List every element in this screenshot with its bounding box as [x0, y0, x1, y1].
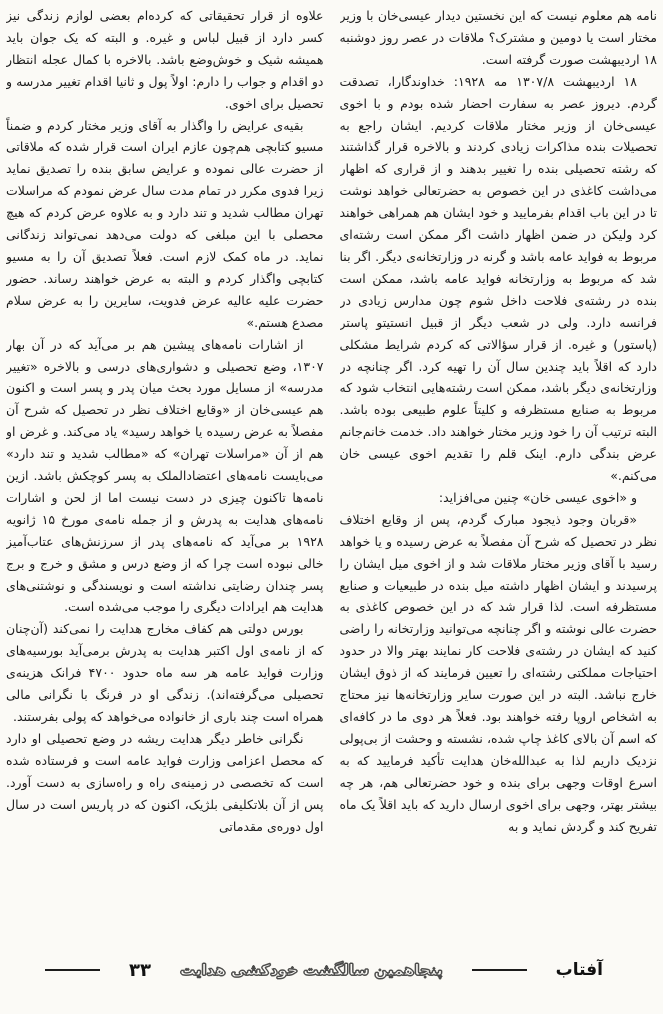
column-right [340, 5, 658, 947]
text-columns [6, 5, 657, 947]
magazine-name: آفتاب [555, 960, 603, 980]
column-left [6, 5, 324, 947]
paragraph: نگرانی خاطر دیگر هدایت ریشه در وضع تحصیلی او دارد که محصل اعزامی وزارت فواید عامه است و فرستاده شده است که تخصصی در زمینه‌ی راه و راه‌سازی به دست آورد. پس از آن بلاتکلیفی بلژیک، اکنون که در پاریس است در سال اول دوره‌ی مقدماتی [6, 730, 324, 834]
paragraph: بقیه‌ی عرایض را واگذار به آقای وزیر مختار کردم و ضمناً مسیو کتابچی هم‌چون عازم ایران است قرار شده که ملاقاتی از حضرت عالی نموده و عرایض سابق بنده را تصدیق نماید زیرا فدوی مکرر در تمام مدت سال عرض نمودم که مراسلات تهران مطالب شدید و تند دارد و به علاوه عرض کردم که هیچ محصلی با این مبلغی که دولت می‌دهد نمی‌تواند زندگانی نماید. در ماه کمک لازم است. فعلاً تصدیق آن را به مسیو کتابچی واگذار کردم و البته به عرض خواهند رساند. حضور حضرت علیه عالیه عرض فدویت، سایرین را به عرض سلام مصدع هستم.» [6, 117, 324, 330]
paragraph: علاوه از قرار تحقیقاتی که کرده‌ام بعضی لوازم زندگی نیز کسر دارد از قبیل لباس و غیره. و البته که یک جوان باید همیشه شیک و خوش‌وضع باشد. بالاخره با کمال عجله انتظار دو اقدام و جواب را دارم: اولاً پول و ثانیا اقدام تغییر مدرسه و تحصیل برای اخوی. [6, 8, 324, 111]
page-number: ۳۳ [129, 959, 151, 981]
paragraph: از اشارات نامه‌های پیشین هم بر می‌آید که در آن بهار ۱۳۰۷، وضع تحصیلی و دشواری‌های درسی و بالاخره «تغییر مدرسه» از مسایل مورد بحث میان پدر و پسر است و اکنون هم عیسی‌خان از «وقایع اختلاف نظر در تحصیل که شرح آن مفصلاً به عرض رسیده یا خواهد رسید» یاد می‌کند. و غرض او هم از آن «مراسلات تهران» که «مطالب شدید و تند دارد» می‌بایست نامه‌های اعتضادالملک به پسر کوچکش باشد. ازین نامه‌ها تاکنون چیزی در دست نیست اما از لحن و اشارات نامه‌های هدایت به پدرش و از جمله نامه‌ی مورخ ۱۵ ژانویه ۱۹۲۸ بر می‌آید که نامه‌های پدر از سرزنش‌های عتاب‌آمیز خالی نبوده است چرا که از وضع درس و مشق و خرج و برج پسر چندان رضایتی نداشته است و نویسندگی و نوشتنی‌های هدایت هم ایرادات دیگری را موجب می‌شده است. [6, 336, 324, 615]
section-title-outlined: پنجاهمین سالگشت خودکشی هدایت [180, 961, 443, 979]
paragraph-letter-isa-khan: «قربان وجود ذیجود مبارک گردم، پس از وقایع اختلاف نظر در تحصیل که شرح آن مفصلاً به عرض رسیده و یا خواهد رسید با آقای وزیر مختار ملاقات شد و از اخوی میل ایشان را پرسیدند و ایشان اظهار داشته میل بنده در طبیعیات و صنایع مستظرفه است. لذا قرار شد که در این خصوص کاغذی به حضرت عالی نوشته و اگر چنانچه می‌توانید وزارتخانه را راضی کنید که ایشان در رشته‌ی فلاحت کار نمایند بهتر والا در حدود احتیاجات مملکتی رشته‌ای را تعیین فرمایند که از ذوق ایشان خارج نباشد. البته در این صورت سایر وزارتخانه‌ها نیز محتاج به اشخاص اروپا رفته خواهند بود. فعلاً هر دوی ما در کافه‌ای که اسم آن بالای کاغذ چاپ شده، نشسته و وحشت از بی‌پولی نزدیک داریم لذا به عبدالله‌خان هدایت تأکید فرمایید که به اسرع اوقات وجهی برای بنده و خود حضرتعالی هم، هر چه بیشتر بهتر، وجهی برای اخوی ارسال دارید که باید اقلاً یک ماه تفریح کند و گردش نماید و به [339, 511, 657, 834]
paragraph: بورس دولتی هم کفاف مخارج هدایت را نمی‌کند (آن‌چنان که از نامه‌ی اول اکتبر هدایت به پدرش برمی‌آید بورسیه‌های وزارت فواید عامه هر سه ماه حدود ۴۷۰۰ فرانک هزینه‌ی تحصیلی می‌گرفته‌اند). زندگی او در فرنگ با نگرانی مالی همراه است چند باری از خانواده می‌خواهد که پولی بفرستند. [6, 621, 324, 724]
paragraph: و «اخوی عیسی خان» چنین می‌افزاید: [438, 489, 637, 505]
paragraph: نامه هم معلوم نیست که این نخستین دیدار عیسی‌خان با وزیر مختار است یا دومین و مشترک؟ ملاقات در عصر روز دوشنبه ۱۸ اردیبهشت صورت گرفته است. [339, 8, 657, 67]
page-footer [45, 953, 603, 987]
paragraph-letter-hedayat: ۱۸ اردیبهشت ۱۳۰۷/۸ مه ۱۹۲۸: خداوندگارا، تصدقت گردم. دیروز عصر به سفارت احضار شده بودم و با اخوی عیسی‌خان از وزیر مختار ملاقات کردیم. ایشان راجع به تحصیلات بنده مذاکرات زیادی کردند و بالاخره قرار گذاشتند که رشته تحصیلی بنده را تغییر بدهند و از قراری که اظهار می‌داشت کاغذی در این خصوص به حضرتعالی خواهد نوشت تا در این باب اقدام بفرمایید و خود ایشان هم همراهی خواهند کرد ولیکن در ضمن اظهار داشت اگر ممکن است رشته‌ای مربوط به فواید عامه باشد و گرنه در وزارتخانه‌ی دیگر. اگر بنا شد که مربوط به وزارتخانه فواید عامه باشد، ممکن است بنده در رشته‌ی فلاحت داخل شوم چون مدارس زیادی در فرانسه دارد. ولی در شعب دیگر از قبیل انستیتو پاستر (پاستور) و غیره. از قرار سؤالاتی که کردم شرایط مشکلی دارد که اقلاً باید چندین سال آن را تهیه کرد. اگر چنانچه در وزارتخانه‌ی دیگر باشد، ممکن است رشته‌هایی انتخاب شود که مربوط به صنایع مستظرفه و کلیتاً علوم طبیعی بوده باشد. البته ترتیب آن را خود وزیر مختار خواهند داد. خدمت خانم‌جانم عرض بندگی دارم. اینک قلم را تقدیم اخوی عیسی خان می‌کنم.» [339, 73, 657, 484]
footer-rule-left [45, 969, 100, 971]
footer-rule-right [472, 969, 527, 971]
